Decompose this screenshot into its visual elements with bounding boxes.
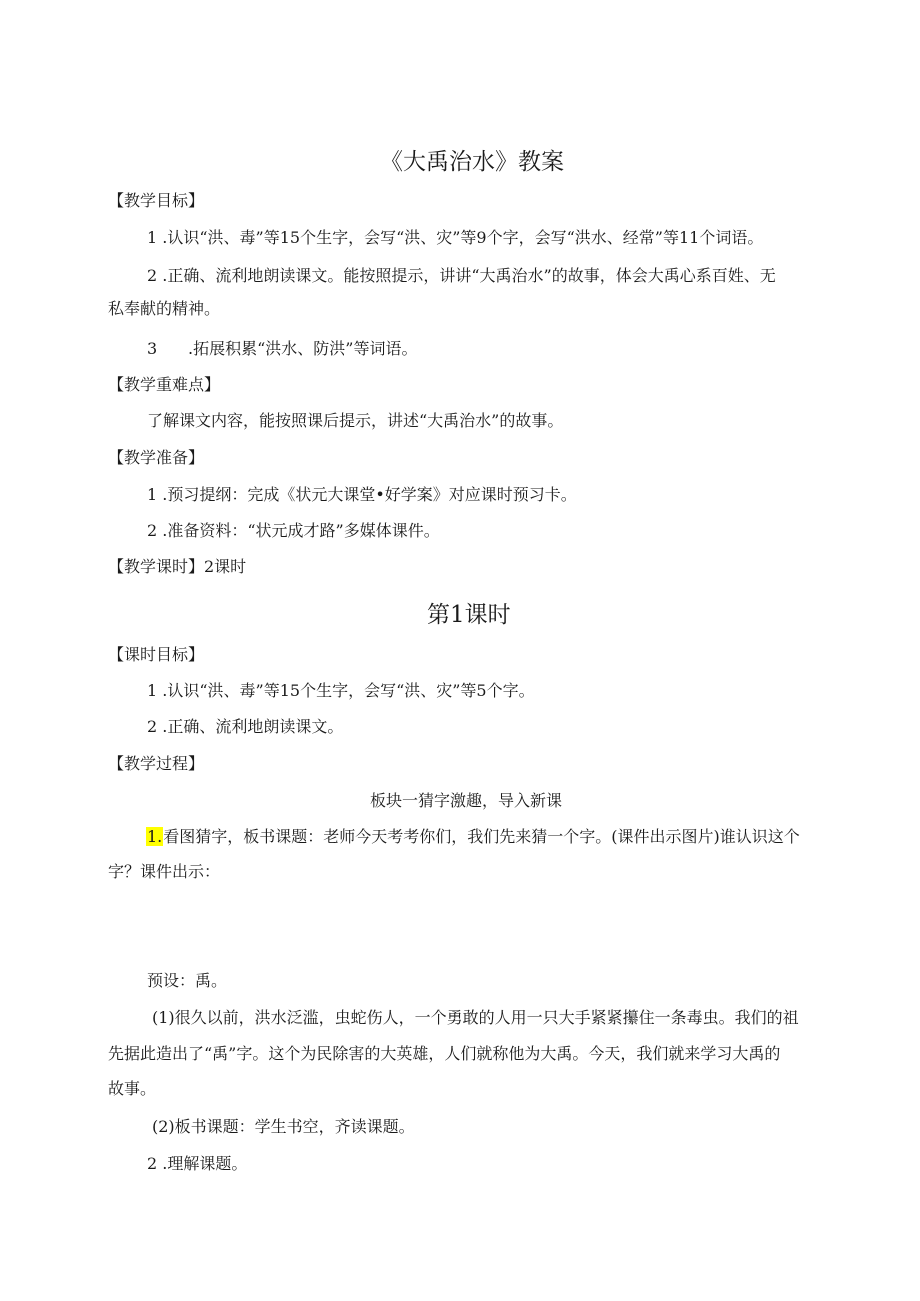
step-2: 2 .理解课题。 [147,1154,248,1173]
prep-item-2: 2 .准备资料：“状元成才路”多媒体课件。 [147,521,440,540]
paragraph-1-line-1: (1)很久以前，洪水泛滥，虫蛇伤人，一个勇敢的人用一只大手紧紧攥住一条毒虫。我们的祖 [152,1008,799,1027]
paragraph-1-line-3: 故事。 [108,1079,157,1098]
paragraph-1-line-2: 先据此造出了“禹”字。这个为民除害的大英雄，人们就称他为大禹。今天，我们就来学习大禹的 [108,1044,781,1063]
highlighted-step-number: 1. [147,827,163,846]
block-heading: 板块一猜字激趣，导入新课 [370,791,563,810]
paragraph-2: (2)板书课题：学生书空，齐读课题。 [152,1117,415,1136]
lesson-title: 第1课时 [427,602,511,628]
heading-class-hours: 【教学课时】2课时 [108,557,247,576]
doc-title: 《大禹治水》教案 [380,149,564,175]
lesson-goal-2: 2 .正确、流利地朗读课文。 [147,717,344,736]
heading-teaching-process: 【教学过程】 [108,754,205,773]
step-1-line-1 [146,827,800,847]
prep-item-1: 1 .预习提纲：完成《状元大课堂•好学案》对应课时预习卡。 [147,485,577,504]
step-1-line-2: 字？课件出示： [108,862,221,881]
heading-key-points: 【教学重难点】 [108,375,221,394]
heading-preparation: 【教学准备】 [108,448,205,467]
goal-item-3-text: .拓展积累“洪水、防洪”等词语。 [188,339,418,358]
goal-item-1: 1 .认识“洪、毒”等15个生字，会写“洪、灾”等9个字，会写“洪水、经常”等11个词语。 [147,228,764,247]
preset-answer: 预设：禹。 [147,971,228,990]
heading-teaching-goals: 【教学目标】 [108,191,205,210]
lesson-goal-1: 1 .认识“洪、毒”等15个生字，会写“洪、灾”等5个字。 [147,681,535,700]
step-1-text: 看图猜字，板书课题：老师今天考考你们，我们先来猜一个字。(课件出示图片)谁认识这个 [163,827,800,846]
goal-item-3-number: 3 [147,339,158,358]
goal-item-2-line-2: 私奉献的精神。 [108,299,221,318]
heading-lesson-goals: 【课时目标】 [108,645,205,664]
key-points-text: 了解课文内容，能按照课后提示，讲述“大禹治水”的故事。 [147,411,564,430]
goal-item-2-line-1: 2 .正确、流利地朗读课文。能按照提示，讲讲“大禹治水”的故事，体会大禹心系百姓、无 [147,266,776,285]
